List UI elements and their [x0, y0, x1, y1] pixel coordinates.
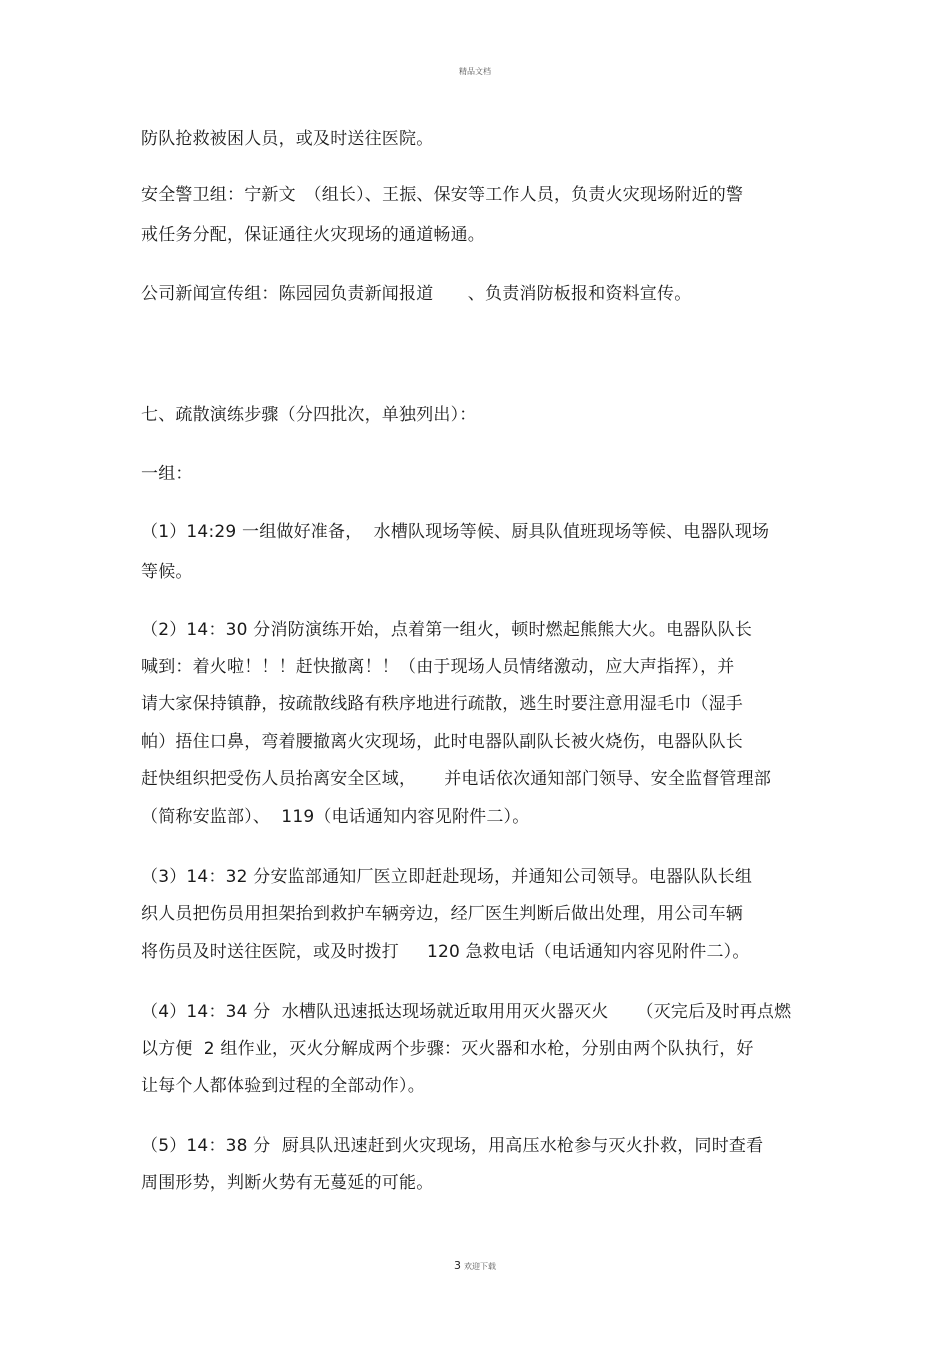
footer-text: 欢迎下载 — [464, 1262, 496, 1271]
group-heading: 一组： — [141, 464, 193, 484]
text-line: 请大家保持镇静，按疏散线路有秩序地进行疏散，逃生时要注意用湿毛巾（湿手 — [141, 694, 743, 714]
text-line: 安全警卫组：宁新文 （组长）、王振、保安等工作人员，负责火灾现场附近的警 — [141, 185, 744, 205]
text-line: 赶快组织把受伤人员抬离安全区域， 并电话依次通知部门领导、安全监督管理部 — [141, 769, 772, 789]
page-footer — [0, 1259, 950, 1272]
text-line: 织人员把伤员用担架抬到救护车辆旁边，经厂医生判断后做出处理，用公司车辆 — [141, 904, 743, 924]
section-heading: 七、疏散演练步骤（分四批次，单独列出）： — [141, 405, 477, 425]
text-line: （简称安监部）、 119（电话通知内容见附件二）。 — [141, 807, 530, 827]
text-line: 防队抢救被困人员，或及时送往医院。 — [141, 129, 434, 149]
text-line: 以方便 2 组作业，灭火分解成两个步骤：灭火器和水枪，分别由两个队执行，好 — [141, 1039, 754, 1059]
text-line: （3）14：32 分安监部通知厂医立即赶赴现场，并通知公司领导。电器队队长组 — [141, 867, 753, 887]
text-line: 周围形势，判断火势有无蔓延的可能。 — [141, 1173, 434, 1193]
text-line: 戒任务分配，保证通往火灾现场的通道畅通。 — [141, 225, 485, 245]
text-line: 等候。 — [141, 562, 193, 582]
page-number: 3 — [454, 1259, 461, 1272]
text-line: （2）14：30 分消防演练开始，点着第一组火，顿时燃起熊熊大火。电器队队长 — [141, 620, 753, 640]
text-line: 公司新闻宣传组：陈园园负责新闻报道 、负责消防板报和资料宣传。 — [141, 284, 692, 304]
page-header: 精品文档 — [459, 67, 491, 76]
text-line: 喊到：着火啦！！！赶快撤离！！（由于现场人员情绪激动，应大声指挥），并 — [141, 657, 735, 677]
text-line: 帕）捂住口鼻，弯着腰撤离火灾现场，此时电器队副队长被火烧伤，电器队队长 — [141, 732, 743, 752]
text-line: 让每个人都体验到过程的全部动作）。 — [141, 1076, 425, 1096]
text-line: （1）14:29 一组做好准备， 水槽队现场等候、厨具队值班现场等候、电器队现场 — [141, 522, 770, 542]
text-line: （5）14：38 分 厨具队迅速赶到火灾现场，用高压水枪参与灭火扑救，同时查看 — [141, 1136, 764, 1156]
text-line: 将伤员及时送往医院，或及时拨打 120 急救电话（电话通知内容见附件二）。 — [141, 942, 750, 962]
text-line: （4）14：34 分 水槽队迅速抵达现场就近取用用灭火器灭火 （灭完后及时再点燃 — [141, 1002, 792, 1022]
